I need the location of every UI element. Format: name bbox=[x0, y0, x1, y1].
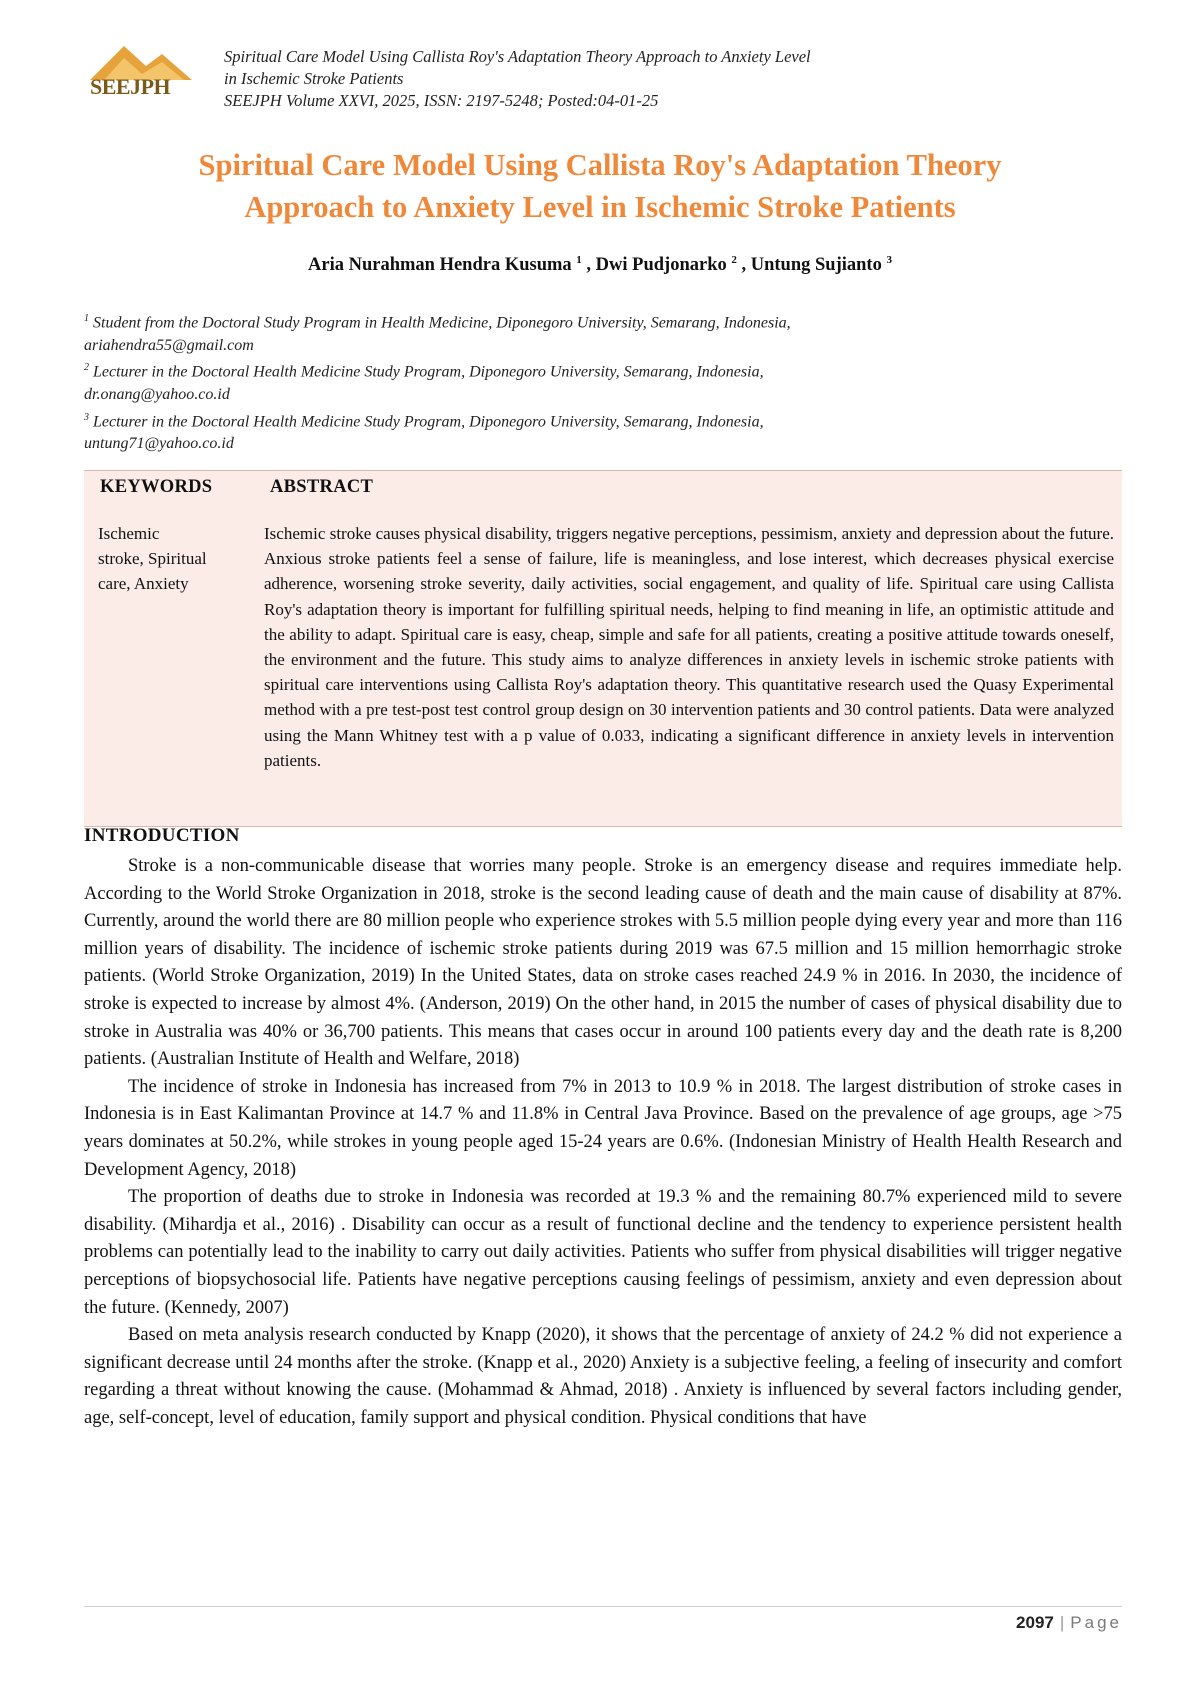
author-name: Untung Sujianto bbox=[750, 255, 882, 276]
affiliations bbox=[84, 308, 1124, 456]
abstract-text: Ischemic stroke causes physical disability, triggers negative perceptions, pessimism, anxiety and depression about the future. Anxious stroke patients feel a sense of failure, life is meaningless, and lose interest, which decreases physical exercise adherence, worsening stroke severity, daily activities, social engagement, and quality of life. Spiritual care using Callista Roy's adaptation theory is important for fulfilling spiritual needs, helping to find meaning in life, an optimistic attitude and the ability to adapt. Spiritual care is easy, cheap, simple and safe for all patients, creating a positive attitude towards oneself, the environment and the future. This study aims to analyze differences in anxiety levels in ischemic stroke patients with spiritual care interventions using Callista Roy's adaptation theory. This quantitative research used the Quasy Experimental method with a pre test-post test control group design on 30 intervention patients and 30 control patients. Data were analyzed using the Mann Whitney test with a p value of 0.033, indicating a significant difference in anxiety levels in intervention patients. bbox=[264, 524, 1114, 770]
title-line-1: Spiritual Care Model Using Callista Roy's Adaptation Theory bbox=[198, 148, 1002, 182]
section-heading-introduction: INTRODUCTION bbox=[84, 825, 240, 846]
author-name: Dwi Pudjonarko bbox=[595, 255, 727, 276]
author-affil-mark: 3 bbox=[886, 254, 892, 266]
author-separator: , bbox=[586, 255, 596, 276]
page-number: 2097 bbox=[1016, 1613, 1054, 1632]
affiliation-email[interactable]: dr.onang@yahoo.co.id bbox=[84, 386, 230, 404]
introduction-body bbox=[84, 853, 1122, 1432]
affiliation-email[interactable]: untung71@yahoo.co.id bbox=[84, 435, 234, 453]
running-header-line-2: in Ischemic Stroke Patients bbox=[224, 69, 404, 88]
affiliation-email[interactable]: ariahendra55@gmail.com bbox=[84, 336, 254, 354]
title-line-2: Approach to Anxiety Level in Ischemic Stroke Patients bbox=[244, 190, 956, 224]
body-paragraph: Stroke is a non-communicable disease that worries many people. Stroke is an emergency disease and requires immediate help. According to the World Stroke Organization in 2018, stroke is the second leading cause of death and the main cause of disability at 87%. Currently, around the world there are 80 million people who experience strokes with 5.5 million people dying every year and more than 116 million years of disability. The incidence of ischemic stroke patients during 2019 was 67.5 million and 15 million hemorrhagic stroke patients. (World Stroke Organization, 2019) In the United States, data on stroke cases reached 24.9 % in 2016. In 2030, the incidence of stroke is expected to increase by almost 4%. (Anderson, 2019) On the other hand, in 2015 the number of cases of physical disability due to stroke in Australia was 40% or 36,700 patients. This means that cases occur in around 100 patients every day and the death rate is 8,200 patients. (Australian Institute of Health and Welfare, 2018) bbox=[84, 856, 1122, 1070]
abstract-heading: ABSTRACT bbox=[270, 477, 374, 497]
author-name: Aria Nurahman Hendra Kusuma bbox=[308, 255, 572, 276]
footer-rule bbox=[84, 1606, 1122, 1607]
footer-separator: | bbox=[1059, 1613, 1065, 1632]
keyword-line: Ischemic bbox=[98, 524, 160, 543]
author-separator: , bbox=[741, 255, 751, 276]
body-paragraph: The incidence of stroke in Indonesia has increased from 7% in 2013 to 10.9 % in 2018. The largest distribution of stroke cases in Indonesia is in East Kalimantan Province at 14.7 % and 11.8% in Central Java Province. Based on the prevalence of age groups, age >75 years dominates at 50.2%, while strokes in young people aged 15-24 years are 0.6%. (Indonesian Ministry of Health Health Research and Development Agency, 2018) bbox=[84, 1076, 1122, 1180]
affiliation-line: $^1$ Student from the Doctoral Study Program in Health Medicine, Diponegoro University, Semarang, Indonesia, bbox=[84, 313, 791, 332]
author-affil-mark: 1 bbox=[576, 254, 582, 266]
keywords-heading: KEYWORDS bbox=[100, 477, 213, 497]
body-paragraph: Based on meta analysis research conducted by Knapp (2020), it shows that the percentage of anxiety of 24.2 % did not experience a significant decrease until 24 months after the stroke. (Knapp et al., 2020) Anxiety is a subjective feeling, a feeling of insecurity and comfort regarding a threat without knowing the cause. (Mohammad & Ahmad, 2018) . Anxiety is influenced by several factors including gender, age, self-concept, level of education, family support and physical condition. Physical conditions that have bbox=[84, 1325, 1122, 1428]
author-list bbox=[80, 254, 1120, 276]
running-header bbox=[224, 46, 1124, 112]
author-affil-mark: 2 bbox=[731, 254, 737, 266]
keywords-list bbox=[98, 521, 248, 596]
running-header-line-1: Spiritual Care Model Using Callista Roy's Adaptation Theory Approach to Anxiety Level bbox=[224, 47, 811, 66]
keyword-line: care, Anxiety bbox=[98, 574, 189, 593]
affiliation-line: $^3$ Lecturer in the Doctoral Health Medicine Study Program, Diponegoro University, Semarang, Indonesia, bbox=[84, 411, 764, 430]
logo-text: SEEJPH bbox=[90, 74, 171, 99]
keyword-line: stroke, Spiritual bbox=[98, 549, 207, 568]
page-word: Page bbox=[1070, 1613, 1122, 1632]
affiliation-line: $^2$ Lecturer in the Doctoral Health Medicine Study Program, Diponegoro University, Semarang, Indonesia, bbox=[84, 362, 764, 381]
keywords-abstract-box bbox=[84, 470, 1122, 827]
page-footer bbox=[1016, 1613, 1122, 1633]
body-paragraph: The proportion of deaths due to stroke in Indonesia was recorded at 19.3 % and the remaining 80.7% experienced mild to severe disability. (Mihardja et al., 2016) . Disability can occur as a result of functional decline and the tendency to experience persistent health problems can potentially lead to the inability to carry out daily activities. Patients who suffer from physical disabilities will trigger negative perceptions of biopsychosocial life. Patients have negative perceptions causing feelings of pessimism, anxiety and even depression about the future. (Kennedy, 2007) bbox=[84, 1187, 1122, 1318]
journal-logo bbox=[84, 40, 196, 112]
paper-title bbox=[80, 144, 1120, 228]
running-header-line-3: SEEJPH Volume XXVI, 2025, ISSN: 2197-5248; Posted:04-01-25 bbox=[224, 91, 659, 110]
